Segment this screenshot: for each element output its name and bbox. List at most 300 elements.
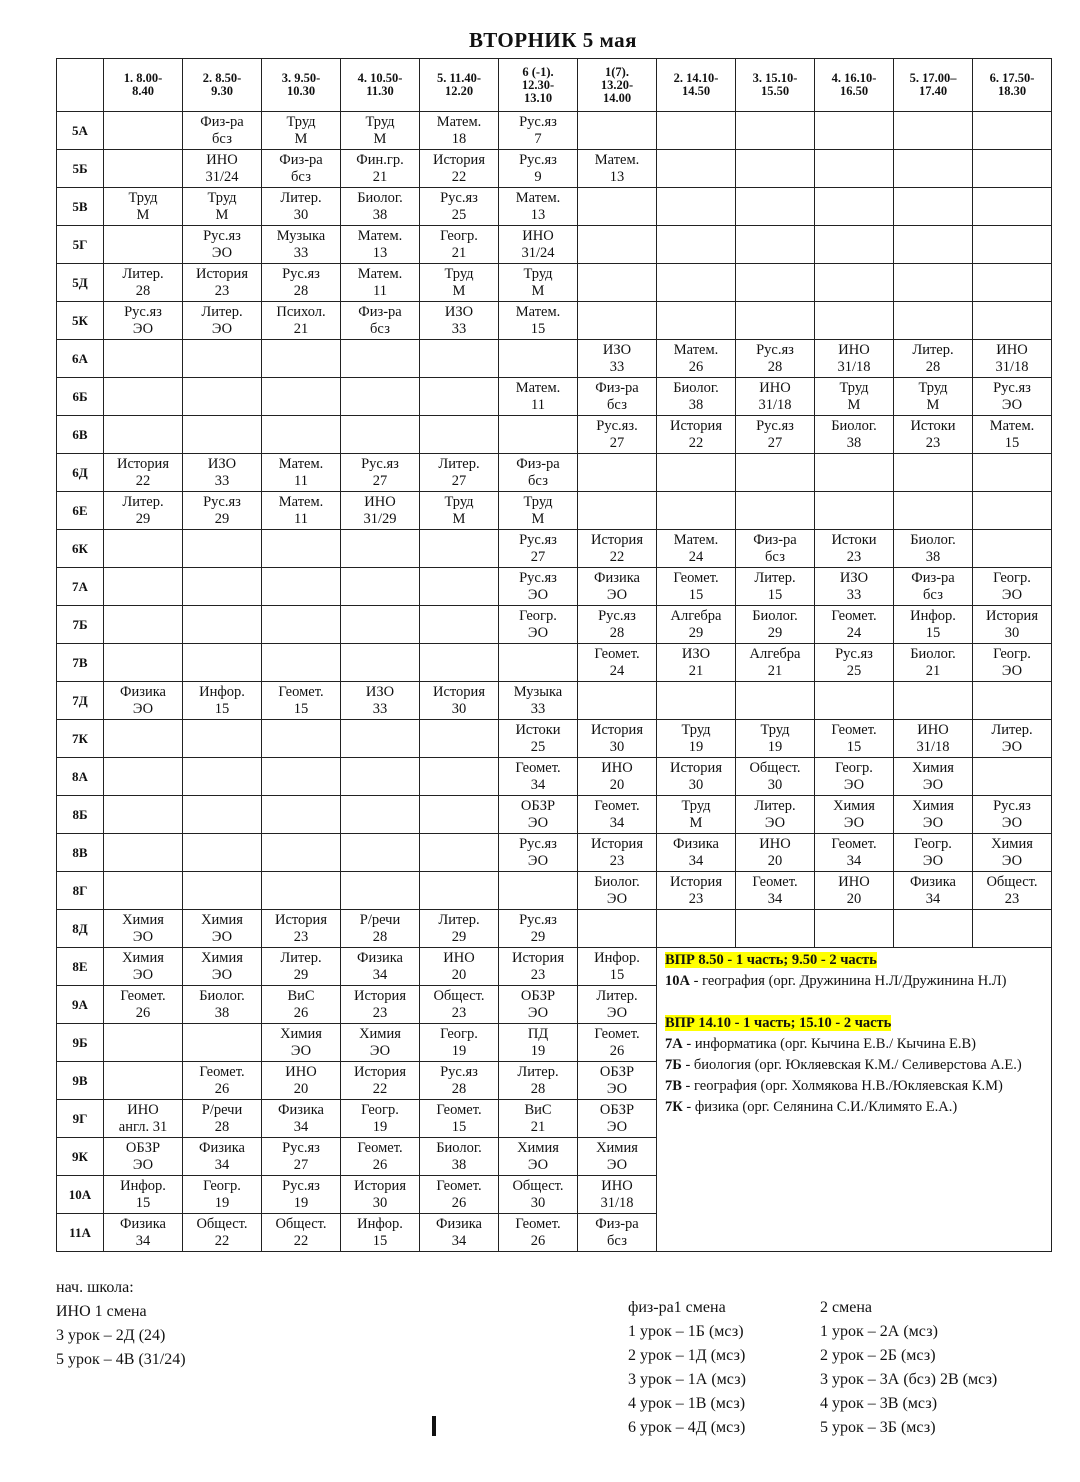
lesson-cell — [657, 226, 736, 264]
room: М — [926, 396, 940, 413]
lesson-cell — [578, 682, 657, 720]
lesson-cell — [578, 1062, 657, 1100]
table-row — [57, 454, 1052, 492]
lesson-cell — [894, 530, 973, 568]
table-row — [57, 606, 1052, 644]
lesson-cell — [341, 454, 420, 492]
lesson-cell — [578, 1100, 657, 1138]
lesson-cell — [104, 872, 183, 910]
lesson-cell — [973, 340, 1052, 378]
subject: ОБЗР — [520, 797, 556, 814]
room: ЭО — [132, 1156, 154, 1173]
subject: Литер. — [912, 341, 954, 358]
room: ЭО — [211, 966, 233, 983]
lesson-cell — [104, 1062, 183, 1100]
subject: Биолог. — [357, 189, 403, 206]
lesson-cell — [420, 150, 499, 188]
lesson-cell — [262, 910, 341, 948]
note-class: 10А — [665, 973, 690, 989]
lesson-cell — [578, 530, 657, 568]
lesson-cell — [499, 492, 578, 530]
subject: Инфор. — [120, 1177, 166, 1194]
subject: Геогр. — [361, 1101, 399, 1118]
subject: Геогр. — [203, 1177, 241, 1194]
lesson-cell — [578, 150, 657, 188]
subject: Геомет. — [436, 1101, 482, 1118]
lesson-cell — [578, 1138, 657, 1176]
lesson-cell — [736, 264, 815, 302]
subject: Литер. — [517, 1063, 559, 1080]
room: 25 — [530, 738, 546, 755]
lesson-cell — [578, 416, 657, 454]
room: 31/18 — [916, 738, 950, 755]
lesson-cell — [341, 1062, 420, 1100]
room: 34 — [135, 1232, 151, 1249]
lesson-cell — [657, 758, 736, 796]
lesson-cell — [894, 264, 973, 302]
header-period: 4. 16.10- 16.50 — [815, 59, 894, 112]
table-row — [57, 378, 1052, 416]
subject: Рус.яз — [519, 531, 557, 548]
subject: Геомет. — [831, 721, 877, 738]
subject: Рус.яз — [203, 493, 241, 510]
room: 33 — [214, 472, 230, 489]
subject: Химия — [833, 797, 875, 814]
room: 30 — [1004, 624, 1020, 641]
subject: ИНО — [996, 341, 1028, 358]
footer-pe-shift1 — [628, 1296, 746, 1440]
class-label: 7Д — [57, 682, 104, 720]
lesson-cell — [420, 606, 499, 644]
room: бсз — [370, 320, 390, 337]
lesson-cell — [104, 150, 183, 188]
table-row — [57, 568, 1052, 606]
room: 15 — [135, 1194, 151, 1211]
subject: Химия — [517, 1139, 559, 1156]
room: ЭО — [843, 776, 865, 793]
lesson-cell — [420, 910, 499, 948]
room: 33 — [451, 320, 467, 337]
class-label: 8В — [57, 834, 104, 872]
room: 23 — [925, 434, 941, 451]
room: 34 — [846, 852, 862, 869]
room: 15 — [609, 966, 625, 983]
subject: ИНО — [601, 759, 633, 776]
lesson-cell — [262, 1214, 341, 1252]
lesson-cell — [973, 606, 1052, 644]
room: ЭО — [606, 890, 628, 907]
table-row — [57, 416, 1052, 454]
note-text: - физика (орг. Селянина С.И./Климято Е.А.) — [682, 1099, 958, 1115]
room: ЭО — [606, 1080, 628, 1097]
lesson-cell — [894, 796, 973, 834]
subject: Биолог. — [673, 379, 719, 396]
lesson-cell — [657, 568, 736, 606]
lesson-cell — [894, 226, 973, 264]
room: 29 — [214, 510, 230, 527]
footer-line: 2 смена — [820, 1299, 872, 1316]
lesson-cell — [104, 1138, 183, 1176]
lesson-cell — [183, 872, 262, 910]
subject: Физ-ра — [516, 455, 560, 472]
lesson-cell — [973, 264, 1052, 302]
lesson-cell — [815, 568, 894, 606]
room: ЭО — [606, 1004, 628, 1021]
lesson-cell — [104, 606, 183, 644]
subject: Труд — [681, 797, 711, 814]
lesson-cell — [815, 226, 894, 264]
lesson-cell — [499, 986, 578, 1024]
subject: Общест. — [196, 1215, 248, 1232]
lesson-cell — [341, 834, 420, 872]
room: 29 — [293, 966, 309, 983]
lesson-cell — [499, 872, 578, 910]
room: 22 — [214, 1232, 230, 1249]
subject: Геомет. — [831, 607, 877, 624]
table-row — [57, 948, 1052, 986]
subject: Физ-ра — [279, 151, 323, 168]
lesson-cell — [657, 416, 736, 454]
room: 26 — [688, 358, 704, 375]
lesson-cell — [104, 226, 183, 264]
subject: Матем. — [673, 531, 719, 548]
lesson-cell — [973, 302, 1052, 340]
lesson-cell — [736, 112, 815, 150]
room: 31/24 — [205, 168, 239, 185]
lesson-cell — [657, 150, 736, 188]
lesson-cell — [104, 302, 183, 340]
subject: Геомет. — [594, 1025, 640, 1042]
room: 19 — [530, 1042, 546, 1059]
lesson-cell — [499, 606, 578, 644]
class-label: 9Б — [57, 1024, 104, 1062]
room: 34 — [688, 852, 704, 869]
subject: Физика — [436, 1215, 482, 1232]
lesson-cell — [499, 682, 578, 720]
lesson-cell — [736, 720, 815, 758]
lesson-cell — [894, 378, 973, 416]
footer-line: 1 урок – 1Б (мсз) — [628, 1323, 744, 1340]
lesson-cell — [341, 112, 420, 150]
lesson-cell — [262, 340, 341, 378]
subject: История — [354, 1177, 406, 1194]
lesson-cell — [499, 112, 578, 150]
room: ЭО — [1001, 738, 1023, 755]
lesson-cell — [894, 568, 973, 606]
lesson-cell — [815, 606, 894, 644]
footer-line: 3 урок – 2Д (24) — [56, 1327, 166, 1344]
room: М — [294, 130, 308, 147]
lesson-cell — [499, 720, 578, 758]
subject: История — [591, 531, 643, 548]
class-label: 8Г — [57, 872, 104, 910]
lesson-cell — [499, 796, 578, 834]
subject: ИНО — [364, 493, 396, 510]
lesson-cell — [104, 568, 183, 606]
class-label: 7К — [57, 720, 104, 758]
vpr-heading-2: ВПР 14.10 - 1 часть; 15.10 - 2 часть — [665, 1015, 892, 1031]
lesson-cell — [262, 682, 341, 720]
room: 25 — [451, 206, 467, 223]
lesson-cell — [815, 492, 894, 530]
lesson-cell — [183, 644, 262, 682]
class-label: 7Б — [57, 606, 104, 644]
room: 26 — [135, 1004, 151, 1021]
lesson-cell — [262, 796, 341, 834]
lesson-cell — [973, 492, 1052, 530]
room: 13 — [372, 244, 388, 261]
subject: Химия — [912, 797, 954, 814]
subject: ВиС — [524, 1101, 552, 1118]
subject: Общест. — [512, 1177, 564, 1194]
lesson-cell — [499, 378, 578, 416]
note-class: 7Б — [665, 1057, 682, 1073]
room: ЭО — [369, 1042, 391, 1059]
lesson-cell — [578, 606, 657, 644]
table-row — [57, 758, 1052, 796]
lesson-cell — [104, 1214, 183, 1252]
lesson-cell — [578, 872, 657, 910]
lesson-cell — [104, 1024, 183, 1062]
subject: Матем. — [278, 493, 324, 510]
subject: Общест. — [275, 1215, 327, 1232]
lesson-cell — [262, 264, 341, 302]
lesson-cell — [262, 1024, 341, 1062]
subject: Биолог. — [752, 607, 798, 624]
class-label: 6А — [57, 340, 104, 378]
room: 11 — [373, 282, 387, 299]
subject: Истоки — [910, 417, 956, 434]
subject: Биолог. — [199, 987, 245, 1004]
lesson-cell — [341, 872, 420, 910]
lesson-cell — [657, 834, 736, 872]
header-period: 3. 15.10- 15.50 — [736, 59, 815, 112]
subject: Труд — [681, 721, 711, 738]
room: 22 — [609, 548, 625, 565]
subject: Физика — [910, 873, 956, 890]
room: 34 — [925, 890, 941, 907]
table-row — [57, 530, 1052, 568]
subject: Матем. — [357, 227, 403, 244]
room: 23 — [293, 928, 309, 945]
class-label: 5К — [57, 302, 104, 340]
room: ЭО — [606, 1156, 628, 1173]
lesson-cell — [499, 226, 578, 264]
lesson-cell — [815, 112, 894, 150]
room: ЭО — [764, 814, 786, 831]
lesson-cell — [341, 986, 420, 1024]
subject: История — [433, 151, 485, 168]
room: 15 — [372, 1232, 388, 1249]
room: 21 — [767, 662, 783, 679]
lesson-cell — [657, 872, 736, 910]
lesson-cell — [578, 986, 657, 1024]
footer-line: 5 урок – 4В (31/24) — [56, 1351, 186, 1368]
lesson-cell — [183, 758, 262, 796]
lesson-cell — [420, 1024, 499, 1062]
subject: Труд — [523, 265, 553, 282]
lesson-cell — [657, 302, 736, 340]
subject: Рус.яз — [993, 379, 1031, 396]
subject: Рус.яз — [519, 151, 557, 168]
lesson-cell — [736, 226, 815, 264]
lesson-cell — [499, 302, 578, 340]
lesson-cell — [499, 834, 578, 872]
room: 30 — [688, 776, 704, 793]
lesson-cell — [736, 492, 815, 530]
lesson-cell — [183, 454, 262, 492]
lesson-cell — [341, 1100, 420, 1138]
subject: Геомет. — [436, 1177, 482, 1194]
subject: Рус.яз — [282, 1139, 320, 1156]
subject: Литер. — [280, 189, 322, 206]
note-class: 7В — [665, 1078, 682, 1094]
lesson-cell — [499, 454, 578, 492]
subject: Рус.яз — [835, 645, 873, 662]
subject: ИНО — [917, 721, 949, 738]
subject: Матем. — [515, 303, 561, 320]
room: 22 — [135, 472, 151, 489]
room: 22 — [451, 168, 467, 185]
room: 19 — [372, 1118, 388, 1135]
room: 22 — [372, 1080, 388, 1097]
room: 31/18 — [995, 358, 1029, 375]
subject: ИЗО — [681, 645, 711, 662]
room: 11 — [531, 396, 545, 413]
subject: Истоки — [515, 721, 561, 738]
lesson-cell — [578, 1214, 657, 1252]
lesson-cell — [578, 834, 657, 872]
lesson-cell — [262, 1100, 341, 1138]
lesson-cell — [815, 530, 894, 568]
subject: Физ-ра — [911, 569, 955, 586]
room: 26 — [451, 1194, 467, 1211]
subject: Труд — [523, 493, 553, 510]
subject: ВиС — [287, 987, 315, 1004]
room: 15 — [451, 1118, 467, 1135]
subject: ПД — [527, 1025, 549, 1042]
footer-primary-school — [56, 1276, 186, 1372]
lesson-cell — [657, 378, 736, 416]
subject: Труд — [365, 113, 395, 130]
subject: Физика — [278, 1101, 324, 1118]
table-row — [57, 872, 1052, 910]
room: 15 — [530, 320, 546, 337]
room: ЭО — [211, 320, 233, 337]
subject: Химия — [201, 911, 243, 928]
room: 23 — [846, 548, 862, 565]
header-period: 5. 17.00– 17.40 — [894, 59, 973, 112]
lesson-cell — [183, 340, 262, 378]
lesson-cell — [262, 416, 341, 454]
lesson-cell — [657, 112, 736, 150]
lesson-cell — [578, 454, 657, 492]
room: 23 — [609, 852, 625, 869]
lesson-cell — [420, 416, 499, 454]
lesson-cell — [341, 492, 420, 530]
subject: Физ-ра — [753, 531, 797, 548]
subject: ИНО — [601, 1177, 633, 1194]
subject: ИНО — [127, 1101, 159, 1118]
lesson-cell — [262, 720, 341, 758]
lesson-cell — [341, 910, 420, 948]
footer-line: 5 урок – 3Б (мсз) — [820, 1419, 936, 1436]
note-text: - география (орг. Холмякова Н.В./Юкляевская К.М) — [681, 1078, 1003, 1094]
room: 15 — [688, 586, 704, 603]
room: 21 — [688, 662, 704, 679]
subject: Труд — [207, 189, 237, 206]
class-label: 9А — [57, 986, 104, 1024]
lesson-cell — [104, 758, 183, 796]
class-label: 5В — [57, 188, 104, 226]
table-row — [57, 720, 1052, 758]
subject: Химия — [280, 1025, 322, 1042]
lesson-cell — [736, 188, 815, 226]
room: 33 — [609, 358, 625, 375]
room: 28 — [135, 282, 151, 299]
footer-line: 1 урок – 2А (мсз) — [820, 1323, 938, 1340]
room: бсз — [607, 396, 627, 413]
lesson-cell — [262, 188, 341, 226]
lesson-cell — [183, 834, 262, 872]
lesson-cell — [894, 834, 973, 872]
room: 24 — [846, 624, 862, 641]
subject: Литер. — [991, 721, 1033, 738]
room: 26 — [530, 1232, 546, 1249]
lesson-cell — [815, 150, 894, 188]
subject: Геогр. — [993, 645, 1031, 662]
room: 31/18 — [600, 1194, 634, 1211]
note-class: 7А — [665, 1036, 683, 1052]
room: ЭО — [211, 928, 233, 945]
footer-line: ИНО 1 смена — [56, 1303, 147, 1320]
lesson-cell — [578, 910, 657, 948]
lesson-cell — [815, 758, 894, 796]
subject: История — [670, 417, 722, 434]
room: 28 — [530, 1080, 546, 1097]
lesson-cell — [104, 1100, 183, 1138]
room: ЭО — [527, 814, 549, 831]
subject: Труд — [128, 189, 158, 206]
lesson-cell — [420, 568, 499, 606]
class-label: 10А — [57, 1176, 104, 1214]
lesson-cell — [973, 530, 1052, 568]
subject: Труд — [760, 721, 790, 738]
lesson-cell — [341, 150, 420, 188]
table-row — [57, 340, 1052, 378]
lesson-cell — [894, 606, 973, 644]
room: М — [136, 206, 150, 223]
header-period: 5. 11.40- 12.20 — [420, 59, 499, 112]
lesson-cell — [420, 112, 499, 150]
lesson-cell — [973, 796, 1052, 834]
lesson-cell — [104, 910, 183, 948]
room: 19 — [767, 738, 783, 755]
lesson-cell — [262, 150, 341, 188]
note-class: 7К — [665, 1099, 683, 1115]
text-cursor — [432, 1416, 436, 1436]
subject: Физика — [673, 835, 719, 852]
lesson-cell — [499, 568, 578, 606]
subject: Геомет. — [594, 645, 640, 662]
room: 30 — [530, 1194, 546, 1211]
subject: Рус.яз — [993, 797, 1031, 814]
lesson-cell — [262, 302, 341, 340]
subject: Химия — [912, 759, 954, 776]
schedule-table — [56, 58, 1052, 1252]
subject: Общест. — [986, 873, 1038, 890]
room: 21 — [925, 662, 941, 679]
